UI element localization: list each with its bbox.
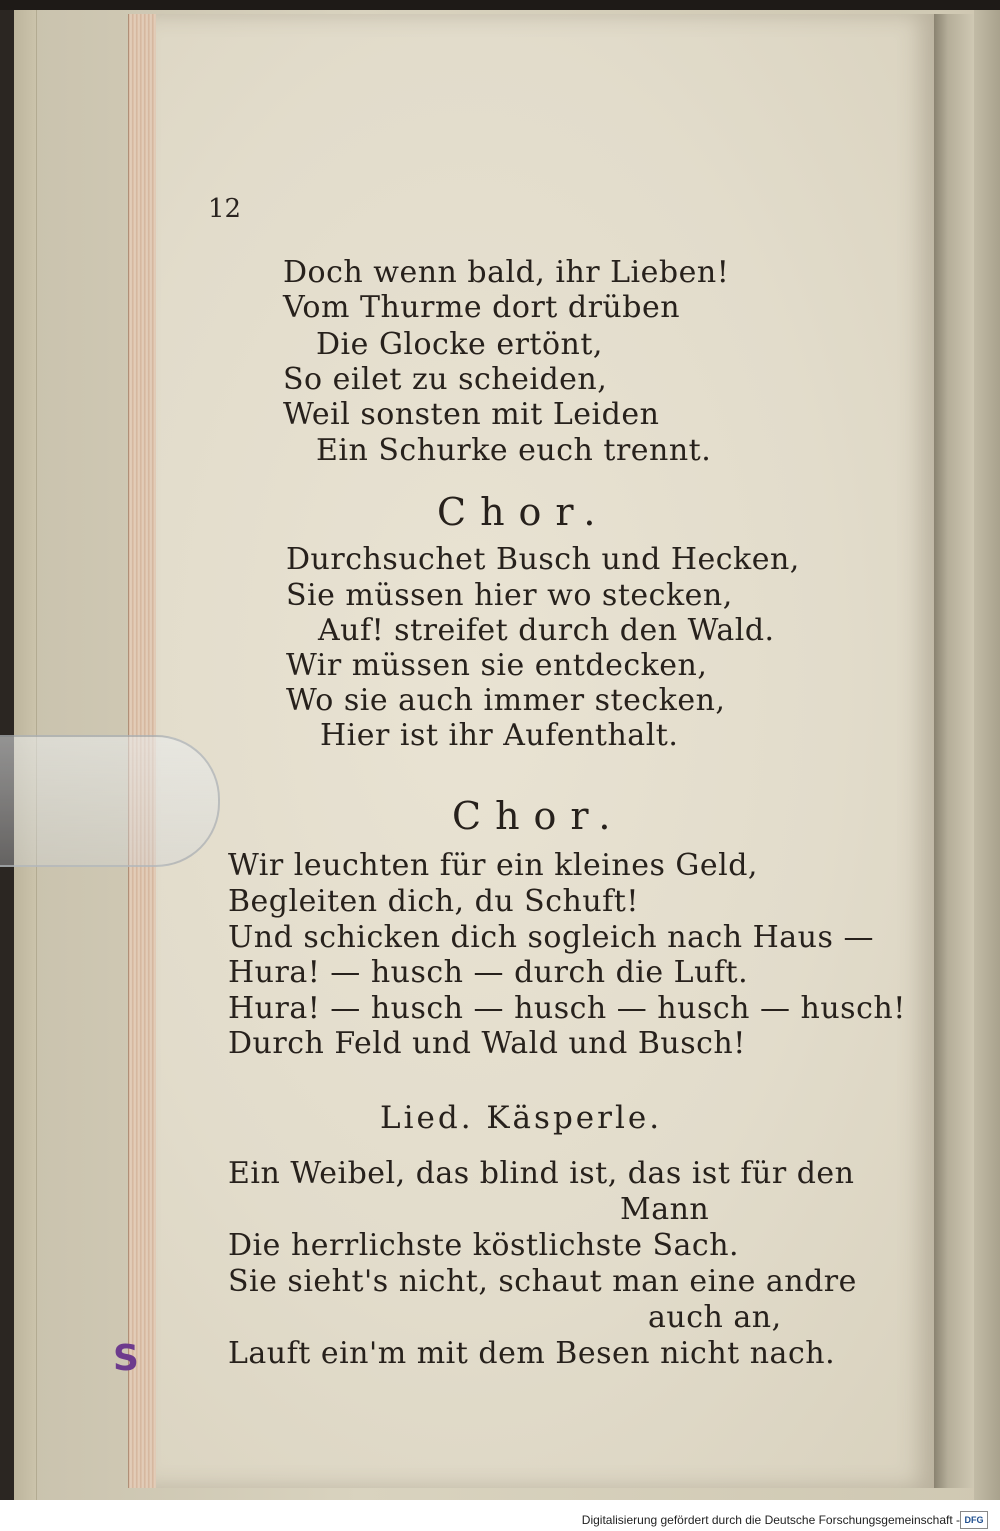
stanza4-line: auch an, [648,1300,782,1335]
page-number: 12 [208,194,242,224]
stanza1-line: Vom Thurme dort drüben [283,290,681,325]
stanza2-line: Wir müssen sie entdecken, [286,648,708,683]
stanza2-line: Hier ist ihr Aufenthalt. [320,718,679,753]
stanza3-line: Und schicken dich sogleich nach Haus — [228,920,874,955]
stanza1-line: So eilet zu scheiden, [283,362,608,397]
chor-heading: Chor. [437,490,610,534]
stanza2-line: Auf! streifet durch den Wald. [318,613,775,648]
page-gutter-shadow [934,14,974,1488]
scan-top-edge [0,0,1000,10]
stanza3-line: Hura! — husch — husch — husch — husch! [228,991,906,1026]
stanza3-line: Hura! — husch — durch die Luft. [228,955,749,990]
stanza1-line: Weil sonsten mit Leiden [283,397,660,432]
library-stamp: S [113,1338,139,1379]
stanza4-line: Die herrlichste köstlichste Sach. [228,1228,740,1263]
stanza1-line: Doch wenn bald, ihr Lieben! [283,255,730,290]
stanza2-line: Sie müssen hier wo stecken, [286,578,733,613]
stanza3-line: Begleiten dich, du Schuft! [228,884,639,919]
stanza2-line: Durchsuchet Busch und Hecken, [286,542,800,577]
footer-bar [0,1500,1000,1531]
stanza4-line: Sie sieht's nicht, schaut man eine andre [228,1264,857,1299]
stanza3-line: Wir leuchten für ein kleines Geld, [228,848,758,883]
stanza4-line: Ein Weibel, das blind ist, das ist für den [228,1156,855,1191]
dfg-logo-icon: DFG [960,1511,988,1529]
glass-page-holder [0,735,220,867]
stanza4-line: Lauft ein'm mit dem Besen nicht nach. [228,1336,836,1371]
footer-credit: Digitalisierung gefördert durch die Deutsche Forschungsgemeinschaft - [581,1513,960,1527]
stanza1-line: Die Glocke ertönt, [316,327,603,362]
stanza2-line: Wo sie auch immer stecken, [286,683,726,718]
stanza3-line: Durch Feld und Wald und Busch! [228,1026,746,1061]
lied-heading: Lied. Käsperle. [380,1100,663,1136]
stanza1-line: Ein Schurke euch trennt. [316,433,712,468]
chor-heading: Chor. [452,794,625,838]
right-cover-edge [974,10,1000,1500]
stanza4-line: Mann [620,1192,710,1227]
